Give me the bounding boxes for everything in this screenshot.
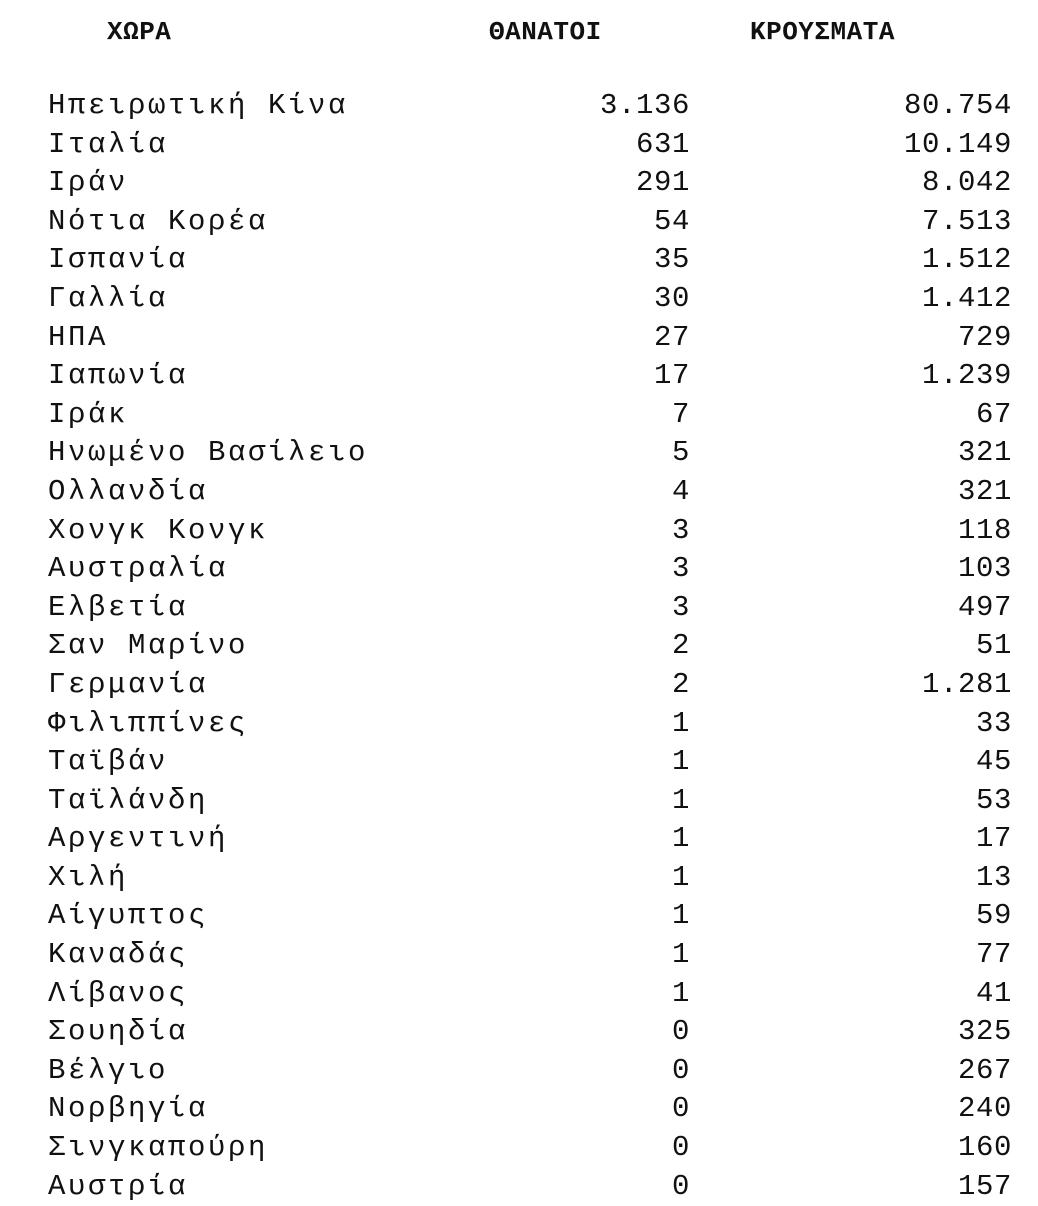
cases-cell: 321 (957, 474, 1012, 508)
cases-cell: 59 (975, 899, 1012, 933)
cases-cell: 33 (975, 706, 1012, 740)
deaths-cell: 1 (671, 860, 690, 894)
country-cell: Νότια Κορέα (48, 204, 269, 238)
table-row (0, 357, 1038, 396)
table-row (0, 975, 1038, 1014)
deaths-cell: 54 (653, 204, 690, 238)
deaths-cell: 2 (671, 667, 690, 701)
country-cell: Ταϊβάν (48, 745, 169, 779)
cases-cell: 157 (957, 1169, 1012, 1203)
table-row (0, 1129, 1038, 1168)
country-cell: Ολλανδία (48, 474, 209, 508)
cases-cell: 41 (975, 976, 1012, 1010)
cases-cell: 77 (975, 938, 1012, 972)
deaths-cell: 631 (635, 127, 690, 161)
country-cell: Βέλγιο (48, 1053, 169, 1087)
table-row (0, 897, 1038, 936)
deaths-cell: 1 (671, 938, 690, 972)
deaths-cell: 27 (653, 320, 690, 354)
cases-cell: 729 (957, 320, 1012, 354)
cases-cell: 80.754 (903, 89, 1012, 122)
country-cell: Ταϊλάνδη (48, 783, 209, 817)
cases-cell: 103 (957, 552, 1012, 586)
country-cell: Ισπανία (48, 243, 189, 277)
table-row (0, 126, 1038, 165)
table-body (0, 87, 1038, 1206)
deaths-cell: 291 (635, 166, 690, 200)
country-cell: Νορβηγία (48, 1092, 209, 1126)
deaths-cell: 0 (671, 1015, 690, 1049)
deaths-cell: 1 (671, 745, 690, 779)
cases-cell: 51 (975, 629, 1012, 663)
country-cell: Ιταλία (48, 127, 169, 161)
table-row (0, 782, 1038, 821)
header-deaths: ΘΑΝΑΤΟΙ (489, 17, 602, 47)
country-cell: Σινγκαπούρη (48, 1131, 269, 1165)
deaths-cell: 0 (671, 1131, 690, 1165)
deaths-cell: 1 (671, 706, 690, 740)
table-row (0, 589, 1038, 628)
deaths-cell: 1 (671, 976, 690, 1010)
country-cell: Ηνωμένο Βασίλειο (48, 436, 369, 470)
cases-cell: 10.149 (903, 127, 1012, 161)
cases-cell: 240 (957, 1092, 1012, 1126)
cases-cell: 53 (975, 783, 1012, 817)
cases-cell: 7.513 (921, 204, 1012, 238)
table-row (0, 705, 1038, 744)
country-cell: Χιλή (48, 860, 129, 894)
cases-cell: 45 (975, 745, 1012, 779)
country-cell: Χονγκ Κονγκ (48, 513, 269, 547)
country-cell: Καναδάς (48, 938, 189, 972)
deaths-cell: 17 (653, 359, 690, 393)
table-row (0, 820, 1038, 859)
cases-cell: 17 (975, 822, 1012, 856)
cases-cell: 118 (957, 513, 1012, 547)
header-cases: ΚΡΟΥΣΜΑΤΑ (750, 17, 895, 47)
table-row (0, 164, 1038, 203)
cases-cell: 1.412 (921, 281, 1012, 315)
country-cell: Γαλλία (48, 281, 169, 315)
country-cell: Αργεντινή (48, 822, 229, 856)
deaths-cell: 3 (671, 513, 690, 547)
table-header (0, 12, 1038, 52)
table-row (0, 512, 1038, 551)
country-cell: Ιαπωνία (48, 359, 189, 393)
deaths-cell: 7 (671, 397, 690, 431)
cases-cell: 321 (957, 436, 1012, 470)
cases-cell: 160 (957, 1131, 1012, 1165)
country-cell: Αυστραλία (48, 552, 229, 586)
country-cell: Αίγυπτος (48, 899, 209, 933)
deaths-cell: 4 (671, 474, 690, 508)
deaths-cell: 35 (653, 243, 690, 277)
header-country: ΧΩΡΑ (107, 17, 172, 47)
cases-cell: 1.512 (921, 243, 1012, 277)
table-row (0, 666, 1038, 705)
table-row (0, 627, 1038, 666)
cases-cell: 13 (975, 860, 1012, 894)
table-row (0, 550, 1038, 589)
country-cell: Ηπειρωτική Κίνα (48, 89, 349, 122)
deaths-cell: 5 (671, 436, 690, 470)
table-row (0, 1013, 1038, 1052)
country-cell: Ιράκ (48, 397, 129, 431)
cases-cell: 1.239 (921, 359, 1012, 393)
deaths-cell: 1 (671, 899, 690, 933)
deaths-cell: 2 (671, 629, 690, 663)
table-row (0, 1168, 1038, 1206)
deaths-cell: 0 (671, 1053, 690, 1087)
country-cell: Γερμανία (48, 667, 209, 701)
country-cell: ΗΠΑ (48, 320, 109, 354)
deaths-cell: 0 (671, 1092, 690, 1126)
table-row (0, 936, 1038, 975)
table-row (0, 743, 1038, 782)
country-cell: Φιλιππίνες (48, 706, 249, 740)
country-cell: Λίβανος (48, 976, 189, 1010)
cases-cell: 325 (957, 1015, 1012, 1049)
table-row (0, 203, 1038, 242)
table-row (0, 859, 1038, 898)
table-row (0, 87, 1038, 126)
cases-cell: 1.281 (921, 667, 1012, 701)
deaths-cell: 1 (671, 822, 690, 856)
cases-cell: 8.042 (921, 166, 1012, 200)
table-row (0, 280, 1038, 319)
deaths-cell: 3 (671, 590, 690, 624)
table-row (0, 473, 1038, 512)
country-cell: Αυστρία (48, 1169, 189, 1203)
country-cell: Σουηδία (48, 1015, 189, 1049)
cases-cell: 497 (957, 590, 1012, 624)
cases-cell: 267 (957, 1053, 1012, 1087)
table-row (0, 434, 1038, 473)
deaths-cell: 0 (671, 1169, 690, 1203)
country-cell: Ιράν (48, 166, 129, 200)
country-cell: Ελβετία (48, 590, 189, 624)
deaths-cell: 3 (671, 552, 690, 586)
table-row (0, 1090, 1038, 1129)
country-cell: Σαν Μαρίνο (48, 629, 249, 663)
table-row (0, 396, 1038, 435)
deaths-cell: 3.136 (599, 89, 690, 122)
deaths-cell: 30 (653, 281, 690, 315)
cases-cell: 67 (975, 397, 1012, 431)
table-row (0, 241, 1038, 280)
table-row (0, 319, 1038, 358)
deaths-cell: 1 (671, 783, 690, 817)
table-row (0, 1052, 1038, 1091)
